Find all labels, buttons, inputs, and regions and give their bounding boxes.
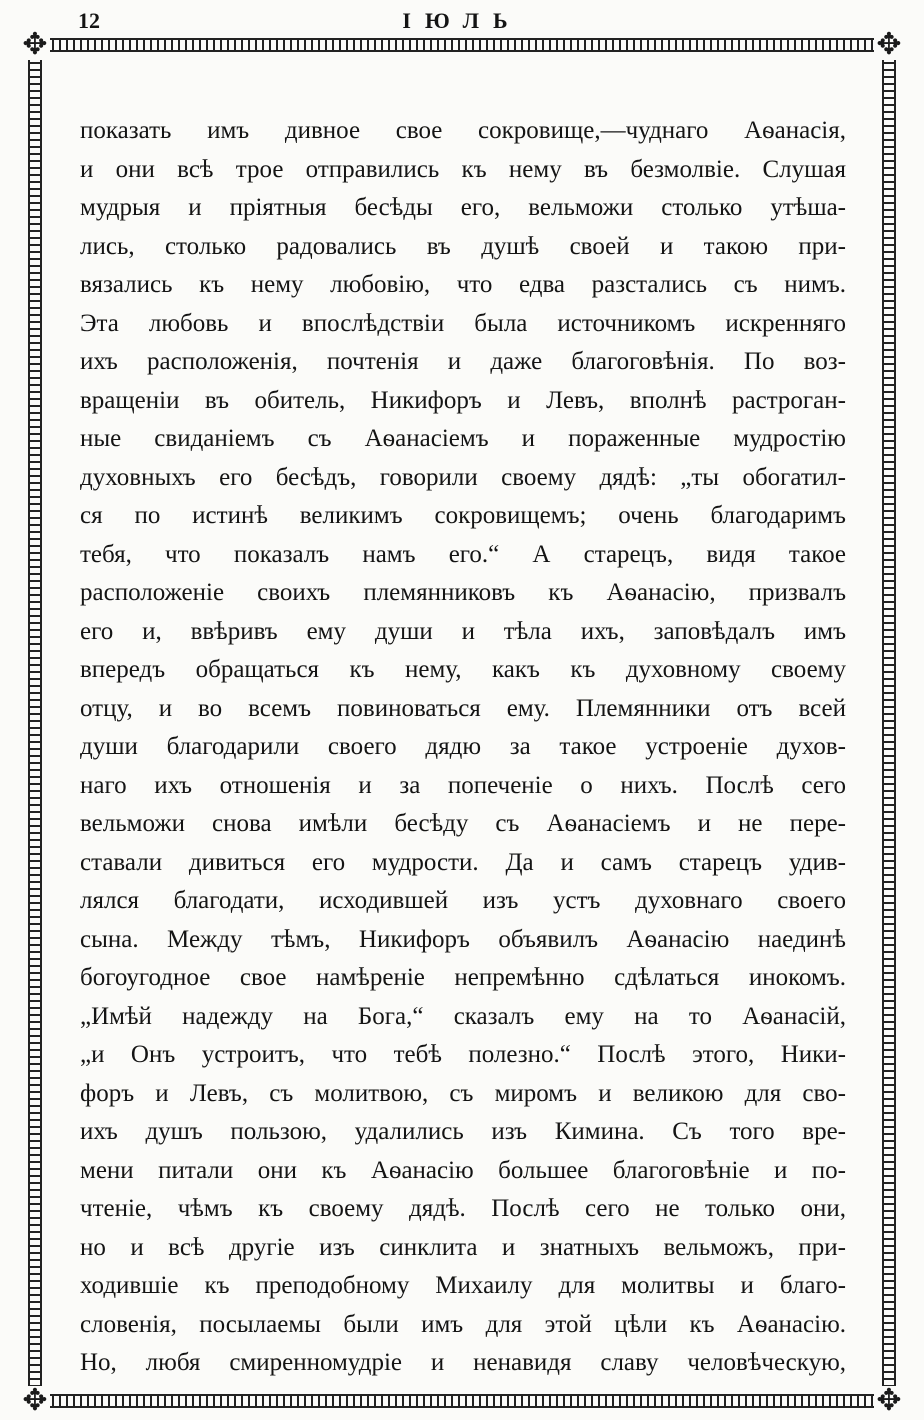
frame-border-bottom: [38, 1394, 886, 1408]
ornament-corner-icon: ✥: [20, 1386, 50, 1416]
page-number: 12: [78, 8, 100, 33]
text-line: тебя, что показалъ намъ его.“ А старецъ, видя такое: [80, 540, 846, 568]
text-line: ставали дивиться его мудрости. Да и самъ старецъ удив-: [80, 848, 846, 876]
text-line: лись, столько радовались въ душѣ своей и такою при-: [80, 232, 846, 260]
page-header: [0, 8, 924, 38]
text-line: наго ихъ отношенія и за попеченіе о нихъ. Послѣ сего: [80, 771, 846, 799]
text-line: „и Онъ устроитъ, что тебѣ полезно.“ Послѣ этого, Ники-: [80, 1041, 846, 1068]
frame-border-left: [28, 48, 42, 1398]
text-line: сына. Между тѣмъ, Никифоръ объявилъ Аѳанасію наединѣ: [80, 925, 846, 953]
text-line: лялся благодати, исходившей изъ устъ духовнаго своего: [80, 887, 846, 914]
text-line: отцу, и во всемъ повиноваться ему. Племянники отъ всей: [80, 694, 846, 722]
text-line: ихъ расположенія, почтенія и даже благоговѣнія. По воз-: [80, 348, 846, 375]
text-line: показать имъ дивное свое сокровище,—чуднаго Аѳанасія,: [80, 117, 846, 144]
text-line: вязались къ нему любовію, что едва разстались съ нимъ.: [80, 271, 846, 298]
text-line: ные свиданіемъ съ Аѳанасіемъ и пораженные мудростію: [80, 425, 846, 452]
text-line: впередъ обращаться къ нему, какъ къ духовному своему: [80, 656, 846, 683]
text-line: ихъ душъ пользою, удалились изъ Кимина. Съ того вре-: [80, 1118, 846, 1145]
text-line: его и, ввѣривъ ему души и тѣла ихъ, заповѣдалъ имъ: [80, 617, 846, 645]
text-line: Эта любовь и впослѣдствіи была источникомъ искренняго: [80, 309, 846, 337]
ornament-corner-icon: ✥: [874, 1386, 904, 1416]
text-line: „Имѣй надежду на Бога,“ сказалъ ему на то Аѳанасій,: [80, 1002, 846, 1030]
text-line: Но, любя смиренномудріе и ненавидя славу человѣческую,: [80, 1349, 846, 1376]
text-line: души благодарили своего дядю за такое устроеніе духов-: [80, 733, 846, 760]
text-line: мудрыя и пріятныя бесѣды его, вельможи столько утѣша-: [80, 194, 846, 221]
running-title: ІЮЛЬ: [402, 8, 522, 33]
frame-border-top: [38, 38, 886, 52]
text-line: вельможи снова имѣли бесѣду съ Аѳанасіемъ и не пере-: [80, 810, 846, 837]
text-line: мени питали они къ Аѳанасію большее благоговѣніе и по-: [80, 1156, 846, 1184]
text-line: ся по истинѣ великимъ сокровищемъ; очень благодаримъ: [80, 502, 846, 529]
ornament-corner-icon: ✥: [20, 30, 50, 60]
text-line: словенія, посылаемы были имъ для этой цѣли къ Аѳанасію.: [80, 1310, 846, 1338]
text-line: вращеніи въ обитель, Никифоръ и Левъ, вполнѣ растроган-: [80, 386, 846, 414]
text-line: духовныхъ его бесѣдъ, говорили своему дядѣ: „ты обогатил-: [80, 463, 846, 491]
text-line: и они всѣ трое отправились къ нему въ безмолвіе. Слушая: [80, 155, 846, 183]
text-line: богоугодное свое намѣреніе непремѣнно сдѣлаться инокомъ.: [80, 964, 846, 991]
ornament-corner-icon: ✥: [874, 30, 904, 60]
body-text: [80, 112, 846, 1383]
text-line: чтеніе, чѣмъ къ своему дядѣ. Послѣ сего не только они,: [80, 1195, 846, 1222]
text-line: но и всѣ другіе изъ синклита и знатныхъ вельможъ, при-: [80, 1233, 846, 1261]
text-line: расположеніе своихъ племянниковъ къ Аѳанасію, призвалъ: [80, 579, 846, 606]
text-line: ходившіе къ преподобному Михаилу для молитвы и благо-: [80, 1272, 846, 1299]
text-line: форъ и Левъ, съ молитвою, съ миромъ и великою для сво-: [80, 1079, 846, 1107]
frame-border-right: [882, 48, 896, 1398]
